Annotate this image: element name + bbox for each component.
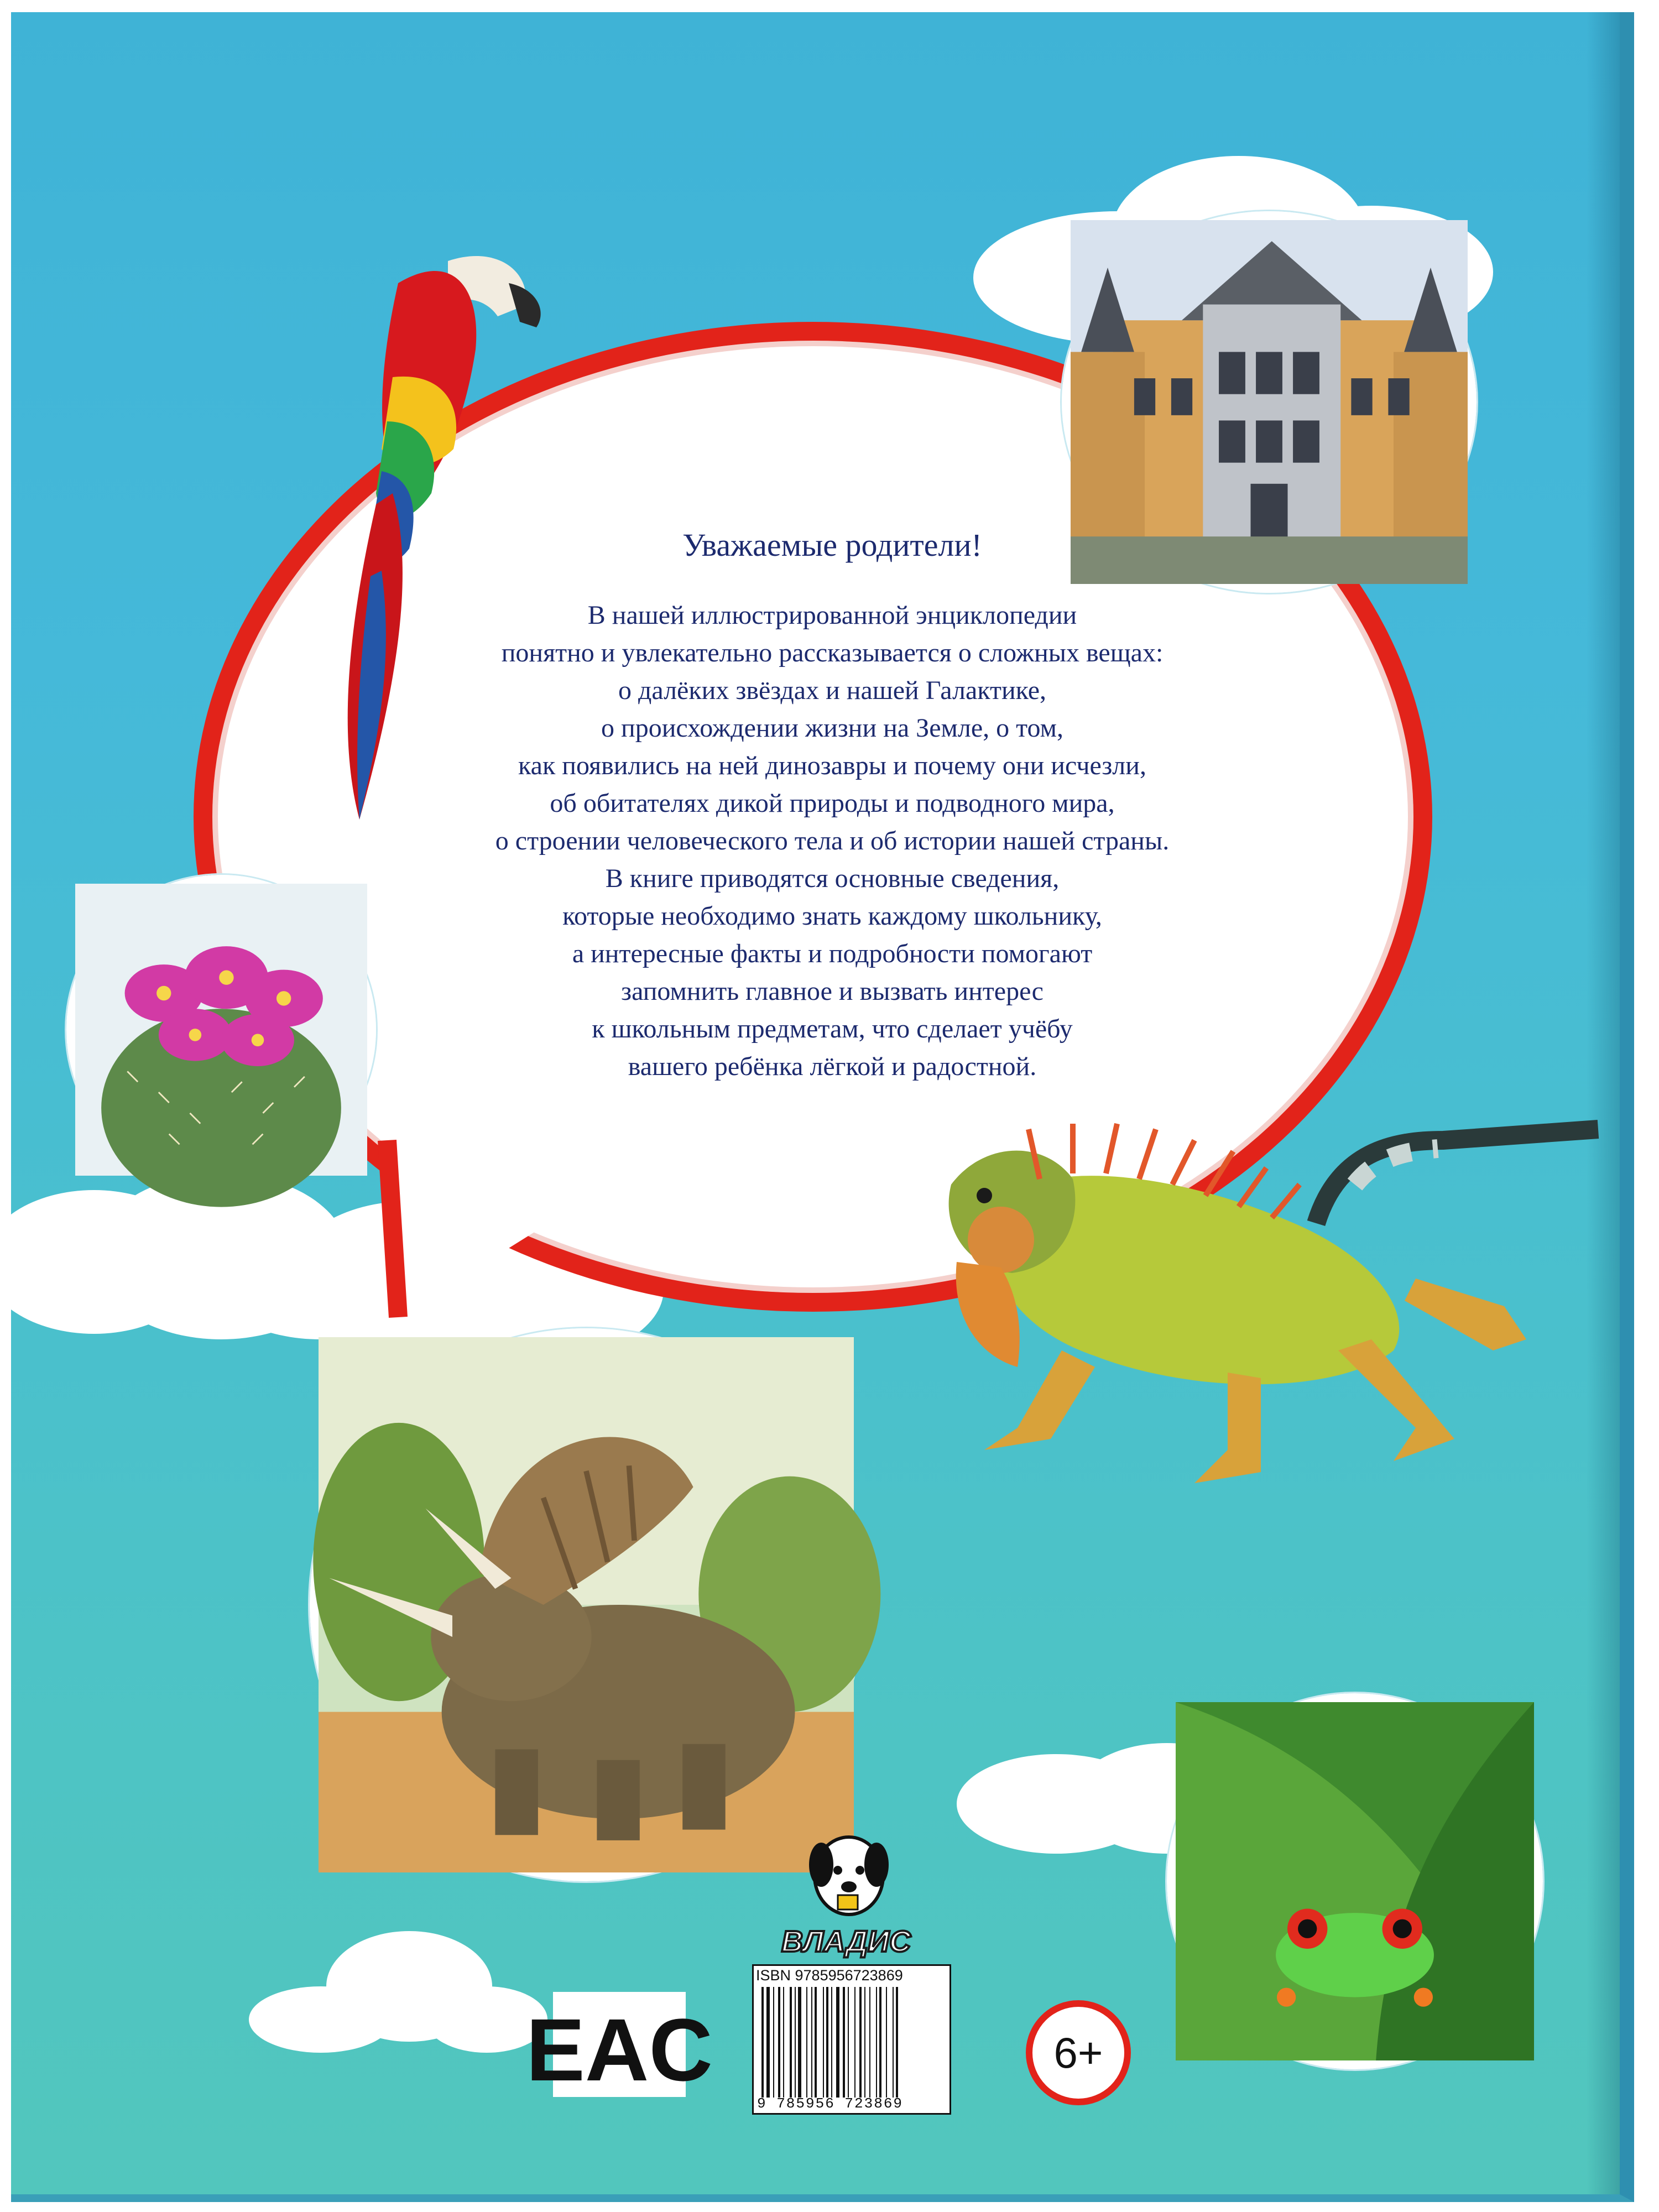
barcode-bar: [766, 1987, 770, 2098]
barcode-bar: [826, 1987, 828, 2098]
barcode-number: 9 785956 723869: [757, 2095, 904, 2112]
barcode-bar: [783, 1987, 784, 2098]
note-line: к школьным предметам, что сделает учёбу: [592, 1014, 1073, 1044]
cover-edge-shading: [1587, 12, 1620, 2194]
barcode-bar: [773, 1987, 774, 2098]
tree-frog-photo-icon: [1167, 1693, 1543, 2069]
barcode-bar: [798, 1987, 801, 2098]
barcode-bar: [893, 1987, 894, 2098]
barcode-bar: [795, 1987, 796, 2098]
isbn-barcode: [752, 1964, 951, 2115]
note-line: запомнить главное и вызвать интерес: [621, 977, 1044, 1006]
age-rating-badge: 6+: [1026, 2000, 1131, 2105]
barcode-bar: [876, 1987, 877, 2098]
speech-bubble-tail-icon: [365, 1140, 586, 1323]
barcode-bar: [778, 1987, 780, 2098]
publisher-name: ВЛАДИС: [781, 1925, 911, 1958]
barcode-bar: [886, 1987, 887, 2098]
iguana-illustration: [918, 1118, 1609, 1494]
note-line: В нашей иллюстрированной энциклопедии: [587, 601, 1077, 630]
note-line: вашего ребёнка лёгкой и радостной.: [628, 1052, 1037, 1081]
barcode-bar: [790, 1987, 792, 2098]
barcode-bar: [806, 1987, 807, 2098]
note-line: как появились на ней динозавры и почему они исчезли,: [518, 751, 1146, 780]
note-line: об обитателях дикой природы и подводного мира,: [550, 789, 1115, 818]
note-line: о происхождении жизни на Земле, о том,: [601, 713, 1063, 743]
book-back-cover: [11, 12, 1634, 2202]
parrot-illustration: [299, 239, 553, 831]
barcode-bar: [761, 1987, 764, 2098]
triceratops-photo-icon: [310, 1328, 863, 1881]
note-line: В книге приводятся основные сведения,: [605, 864, 1060, 893]
barcode-bar: [836, 1987, 839, 2098]
palace-photo-icon: [1062, 211, 1477, 593]
barcode-bar: [848, 1987, 849, 2098]
eac-certification-mark: [526, 1992, 713, 2099]
eac-text: EAC: [526, 2000, 713, 2099]
cactus-photo-icon: [66, 875, 376, 1185]
note-heading: Уважаемые родители!: [682, 527, 982, 563]
barcode-bar: [823, 1987, 824, 2098]
note-line: о далёких звёздах и нашей Галактике,: [618, 676, 1047, 705]
barcode-bar: [854, 1987, 855, 2098]
note-line: понятно и увлекательно рассказывается о сложных вещах:: [501, 638, 1164, 667]
dog-mascot-icon: [805, 1826, 893, 1920]
note-line: о строении человеческого тела и об истории нашей страны.: [495, 826, 1170, 855]
barcode-bar: [864, 1987, 865, 2098]
barcode-bar: [831, 1987, 832, 2098]
note-line: а интересные факты и подробности помогают: [572, 939, 1093, 968]
barcode-bar: [896, 1987, 898, 2098]
barcode-bar: [879, 1987, 881, 2098]
barcode-bar: [843, 1987, 845, 2098]
barcode-bar: [811, 1987, 812, 2098]
barcode-bar: [869, 1987, 870, 2098]
cloud-bottom-left-icon: [243, 1926, 553, 2058]
note-line: которые необходимо знать каждому школьнику,: [562, 901, 1102, 931]
barcode-bar: [815, 1987, 817, 2098]
isbn-label: ISBN 9785956723869: [756, 1967, 903, 1984]
barcode-bar: [859, 1987, 862, 2098]
publisher-logo: [760, 1826, 932, 1959]
barcode-bars-icon: [759, 1987, 945, 2098]
eac-mark-icon: [526, 1992, 713, 2099]
